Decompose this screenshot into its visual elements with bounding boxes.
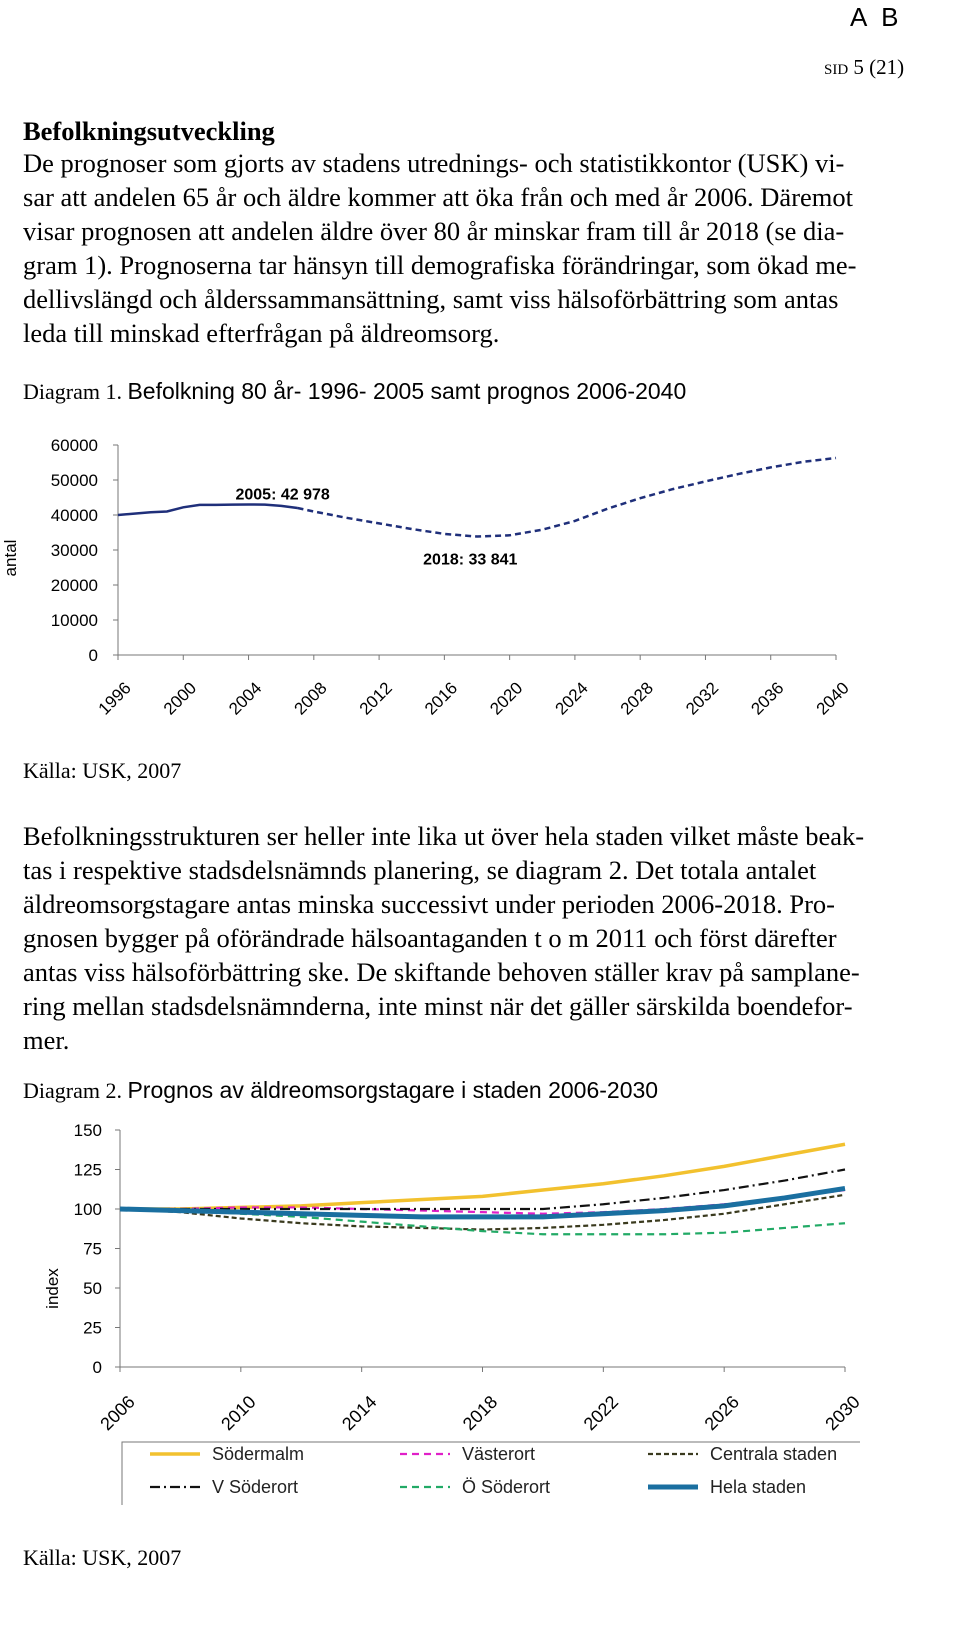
x-tick-label: 2022 xyxy=(579,1391,623,1435)
text-line: gnosen bygger på oförändrade hälsoantaganden t o m 2011 och först därefter xyxy=(23,923,837,953)
diagram1-label: Diagram 1. xyxy=(23,379,122,404)
y-tick-label: 75 xyxy=(83,1239,102,1259)
y-tick-label: 100 xyxy=(73,1200,102,1219)
y-tick-label: 50000 xyxy=(50,471,98,490)
y-tick-label: 20000 xyxy=(50,576,98,595)
series-forecast-line xyxy=(298,458,837,537)
x-tick-label: 1996 xyxy=(94,678,135,719)
x-tick-label: 2036 xyxy=(747,678,788,719)
text-line: gram 1). Prognoserna tar hänsyn till demografiska förändringar, som ökad me- xyxy=(23,250,857,280)
annotation-2005: 2005: 42 978 xyxy=(235,486,330,504)
text-line: dellivslängd och ålderssammansättning, samt viss hälsoförbättring som antas xyxy=(23,284,839,314)
page-label: SID xyxy=(824,62,849,78)
y-axis-label: index xyxy=(43,1268,62,1309)
text-line: visar prognosen att andelen äldre över 80 år minskar fram till år 2018 (se dia- xyxy=(23,216,845,246)
series-sodermalm-line xyxy=(120,1144,845,1209)
x-tick-label: 2008 xyxy=(290,678,331,719)
x-tick-label: 2004 xyxy=(225,678,266,719)
x-tick-label: 2024 xyxy=(551,678,592,719)
x-tick-label: 2014 xyxy=(338,1391,381,1435)
y-tick-label: 50 xyxy=(83,1279,102,1298)
text-line: sar att andelen 65 år och äldre kommer att öka från och med år 2006. Däremot xyxy=(23,182,854,212)
text-line: Befolkningsstrukturen ser heller inte lika ut över hela staden vilket måste beak- xyxy=(23,821,865,851)
diagram2-label: Diagram 2. xyxy=(23,1078,122,1103)
y-tick-label: 30000 xyxy=(50,541,98,560)
diagram2-title: Prognos av äldreomsorgstagare i staden 2006-2030 xyxy=(127,1077,659,1103)
diagram1-caption xyxy=(23,378,686,405)
legend-label: Hela staden xyxy=(710,1477,807,1497)
diagram2-caption xyxy=(23,1077,658,1104)
y-tick-label: 60000 xyxy=(50,436,98,455)
y-tick-label: 10000 xyxy=(50,611,98,630)
text-line: leda till minskad efterfrågan på äldreomsorg. xyxy=(23,318,500,348)
series-historical-line xyxy=(118,505,298,516)
x-tick-label: 2000 xyxy=(159,678,201,719)
legend xyxy=(122,1442,860,1505)
text-line: De prognoser som gjorts av stadens utrednings- och statistikkontor (USK) vi- xyxy=(23,148,845,178)
x-tick-label: 2030 xyxy=(821,1391,864,1435)
y-tick-label: 0 xyxy=(92,1358,102,1377)
x-tick-label: 2006 xyxy=(96,1391,139,1435)
paragraph-intro xyxy=(23,146,856,350)
y-tick-label: 25 xyxy=(83,1318,102,1338)
text-line: mer. xyxy=(23,1025,70,1055)
diagram1-title: Befolkning 80 år- 1996- 2005 samt prognos 2006-2040 xyxy=(127,378,687,404)
x-tick-label: 2018 xyxy=(458,1391,502,1435)
legend-label: Södermalm xyxy=(212,1444,305,1464)
paragraph-structure xyxy=(23,819,864,1057)
diagram2-chart xyxy=(0,1115,870,1505)
y-tick-label: 125 xyxy=(73,1160,102,1180)
text-line: ring mellan stadsdelsnämnderna, inte minst när det gäller särskilda boendefor- xyxy=(23,991,853,1021)
logo xyxy=(850,2,902,33)
logo-text: A B xyxy=(850,2,903,32)
diagram1-chart xyxy=(0,425,870,725)
legend-label: V Söderort xyxy=(212,1477,299,1497)
diagram2-source: Källa: USK, 2007 xyxy=(23,1545,182,1570)
y-tick-label: 0 xyxy=(88,646,98,665)
section-heading: Befolkningsutveckling xyxy=(23,116,275,146)
legend-label: Västerort xyxy=(462,1444,536,1464)
x-tick-label: 2032 xyxy=(682,678,723,719)
x-tick-label: 2028 xyxy=(616,678,658,719)
legend-label: Centrala staden xyxy=(710,1444,838,1464)
text-line: antas viss hälsoförbättring ske. De skiftande behoven ställer krav på samplane- xyxy=(23,957,860,987)
y-tick-label: 40000 xyxy=(50,506,98,525)
text-line: äldreomsorgstagare antas minska successivt under perioden 2006-2018. Pro- xyxy=(23,889,835,919)
y-tick-label: 150 xyxy=(73,1121,102,1140)
text-line: tas i respektive stadsdelsnämnds planering, se diagram 2. Det totala antalet xyxy=(23,855,817,885)
x-tick-label: 2010 xyxy=(217,1391,260,1435)
y-axis-label: antal xyxy=(1,539,20,577)
x-tick-label: 2040 xyxy=(812,678,853,719)
x-tick-label: 2012 xyxy=(355,678,396,719)
page-indicator xyxy=(824,55,904,80)
annotation-2018: 2018: 33 841 xyxy=(423,551,518,569)
x-tick-label: 2016 xyxy=(421,678,462,719)
x-tick-label: 2020 xyxy=(486,678,527,719)
legend-label: Ö Söderort xyxy=(462,1477,551,1497)
page-number: 5 (21) xyxy=(853,55,905,79)
diagram1-source: Källa: USK, 2007 xyxy=(23,758,182,783)
x-tick-label: 2026 xyxy=(700,1391,743,1435)
